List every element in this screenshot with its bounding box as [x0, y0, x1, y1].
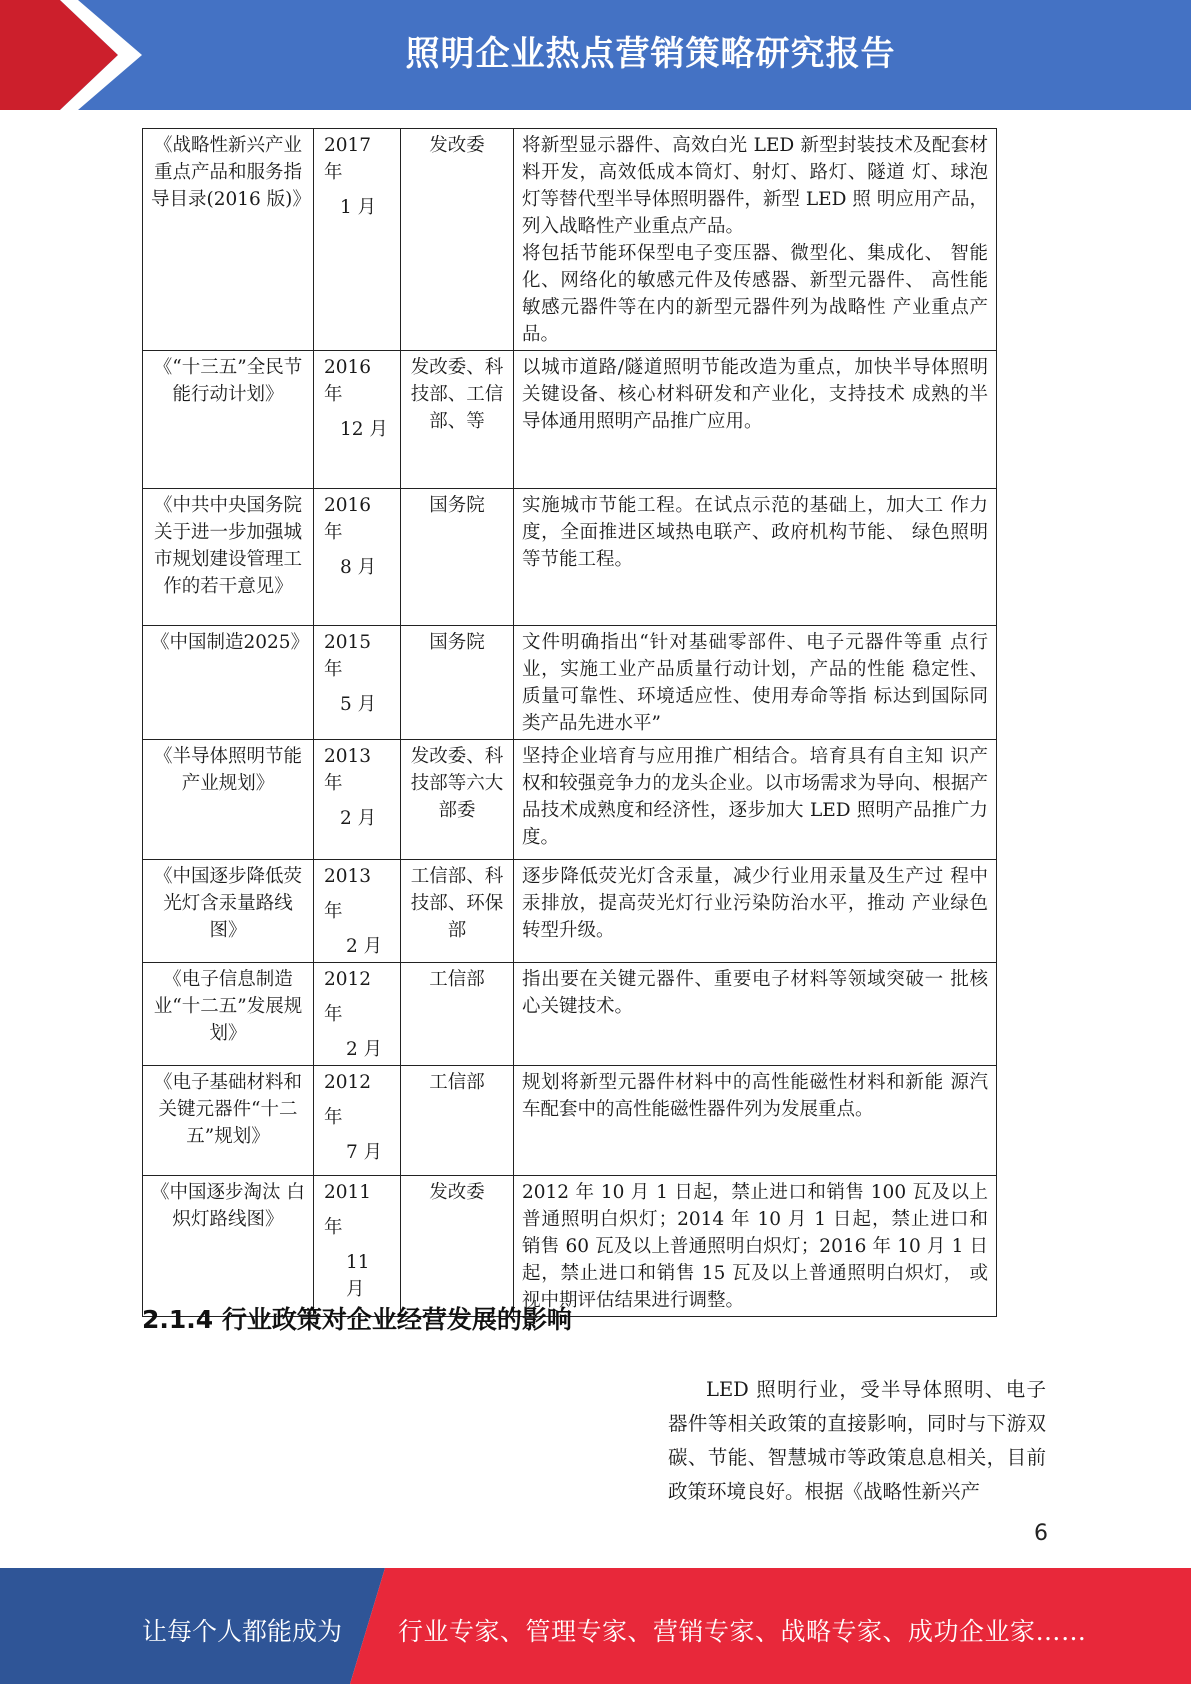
policy-desc-cell	[514, 626, 997, 740]
policy-row	[143, 129, 997, 351]
page-header	[0, 0, 1191, 110]
policy-desc-cell	[514, 129, 997, 351]
page-number: 6	[1034, 1521, 1048, 1546]
policy-desc-cell	[514, 963, 997, 1066]
policy-date-cell: 2016 年 12 月	[314, 351, 401, 489]
policy-date-cell: 2012 年 2 月	[314, 963, 401, 1066]
policy-row	[143, 351, 997, 489]
policy-row	[143, 489, 997, 626]
policy-desc-paragraph: 逐步降低荧光灯含汞量，减少行业用汞量及生产过 程中汞排放，提高荧光灯行业污染防治水平，推动 产业绿色转型升级。	[522, 866, 988, 941]
policy-table	[142, 128, 997, 1317]
policy-desc-paragraph: 文件明确指出“针对基础零部件、电子元器件等重 点行业，实施工业产品质量行动计划，产品的性能 稳定性、质量可靠性、环境适应性、使用寿命等指 标达到国际同类产品先进水平”	[522, 632, 988, 734]
policy-desc-cell	[514, 351, 997, 489]
policy-name-cell: 《电子信息制造业“十二五”发展规划》	[143, 963, 314, 1066]
policy-date-cell: 2011 年 11 月	[314, 1176, 401, 1317]
report-title: 照明企业热点营销策略研究报告	[405, 34, 896, 74]
page-footer	[0, 1568, 1191, 1684]
policy-row	[143, 626, 997, 740]
policy-row	[143, 1176, 997, 1317]
body-paragraph: LED 照明行业，受半导体照明、电子器件等相关政策的直接影响，同时与下游双碳、节能、智慧城市等政策息息相关，目前政策环境良好。根据《战略性新兴产	[668, 1378, 1046, 1503]
policy-desc-paragraph: 实施城市节能工程。在试点示范的基础上，加大工 作力度，全面推进区域热电联产、政府机构节能、 绿色照明等节能工程。	[522, 495, 988, 570]
policy-desc-paragraph: 2012 年 10 月 1 日起，禁止进口和销售 100 瓦及以上 普通照明白炽灯；2014 年 10 月 1 日起，禁止进口和 销售 60 瓦及以上普通照明白炽灯；2016 年 10 月 1 日起，禁止进口和销售 15 瓦及以上普通照明白炽灯， 或视中期评估结果进行调整。	[522, 1182, 988, 1311]
policy-dept-cell: 国务院	[401, 489, 514, 626]
policy-name-cell: 《电子基础材料和关键元器件“十二五”规划》	[143, 1066, 314, 1176]
policy-name-cell: 《战略性新兴产业重点产品和服务指导目录(2016 版)》	[143, 129, 314, 351]
policy-dept-cell: 工信部	[401, 963, 514, 1066]
policy-name-cell: 《中国逐步降低荧光灯含汞量路线图》	[143, 860, 314, 963]
policy-date-cell: 2012 年 7 月	[314, 1066, 401, 1176]
policy-name-cell: 《中共中央国务院关于进一步加强城市规划建设管理工作的若干意见》	[143, 489, 314, 626]
policy-date-cell: 2013 年 2 月	[314, 740, 401, 860]
policy-dept-cell: 发改委、科技部、工信部、等	[401, 351, 514, 489]
policy-name-cell: 《“十三五”全民节能行动计划》	[143, 351, 314, 489]
policy-date-cell: 2016 年 8 月	[314, 489, 401, 626]
policy-dept-cell: 工信部、科技部、环保部	[401, 860, 514, 963]
section-heading: 2.1.4 行业政策对企业经营发展的影响	[142, 1305, 572, 1334]
policy-desc-cell	[514, 860, 997, 963]
policy-desc-paragraph: 将新型显示器件、高效白光 LED 新型封装技术及配套材料开发，高效低成本筒灯、射灯、路灯、隧道 灯、球泡灯等替代型半导体照明器件，新型 LED 照 明应用产品，列入战略性产业重点产品。	[522, 135, 988, 237]
policy-desc-cell	[514, 1066, 997, 1176]
policy-name-cell: 《中国逐步淘汰 白炽灯路线图》	[143, 1176, 314, 1317]
policy-desc-cell	[514, 1176, 997, 1317]
policy-desc-paragraph: 规划将新型元器件材料中的高性能磁性材料和新能 源汽车配套中的高性能磁性器件列为发展重点。	[522, 1072, 988, 1120]
policy-date-cell: 2017 年 1 月	[314, 129, 401, 351]
policy-desc-paragraph: 指出要在关键元器件、重要电子材料等领域突破一 批核心关键技术。	[522, 969, 988, 1017]
policy-row	[143, 860, 997, 963]
policy-dept-cell: 工信部	[401, 1066, 514, 1176]
policy-desc-paragraph: 将包括节能环保型电子变压器、微型化、集成化、 智能化、网络化的敏感元件及传感器、新型元器件、 高性能敏感元器件等在内的新型元器件列为战略性 产业重点产品。	[522, 243, 988, 345]
footer-slogan-right: 行业专家、管理专家、营销专家、战略专家、成功企业家……	[398, 1617, 1087, 1646]
footer-slogan-left: 让每个人都能成为	[142, 1617, 343, 1646]
policy-row	[143, 740, 997, 860]
policy-name-cell: 《中国制造2025》	[143, 626, 314, 740]
policy-desc-paragraph: 坚持企业培育与应用推广相结合。培育具有自主知 识产权和较强竞争力的龙头企业。以市场需求为导向、根据产品技术成熟度和经济性，逐步加大 LED 照明产品推广力度。	[522, 746, 988, 848]
policy-dept-cell: 发改委	[401, 1176, 514, 1317]
policy-desc-paragraph: 以城市道路/隧道照明节能改造为重点，加快半导体照明关键设备、核心材料研发和产业化，支持技术 成熟的半导体通用照明产品推广应用。	[522, 357, 988, 432]
policy-row	[143, 963, 997, 1066]
policy-dept-cell: 国务院	[401, 626, 514, 740]
policy-row	[143, 1066, 997, 1176]
policy-dept-cell: 发改委	[401, 129, 514, 351]
policy-date-cell: 2015 年 5 月	[314, 626, 401, 740]
policy-name-cell: 《半导体照明节能产业规划》	[143, 740, 314, 860]
policy-date-cell: 2013 年 2 月	[314, 860, 401, 963]
policy-dept-cell: 发改委、科技部等六大部委	[401, 740, 514, 860]
policy-desc-cell	[514, 489, 997, 626]
policy-desc-cell	[514, 740, 997, 860]
